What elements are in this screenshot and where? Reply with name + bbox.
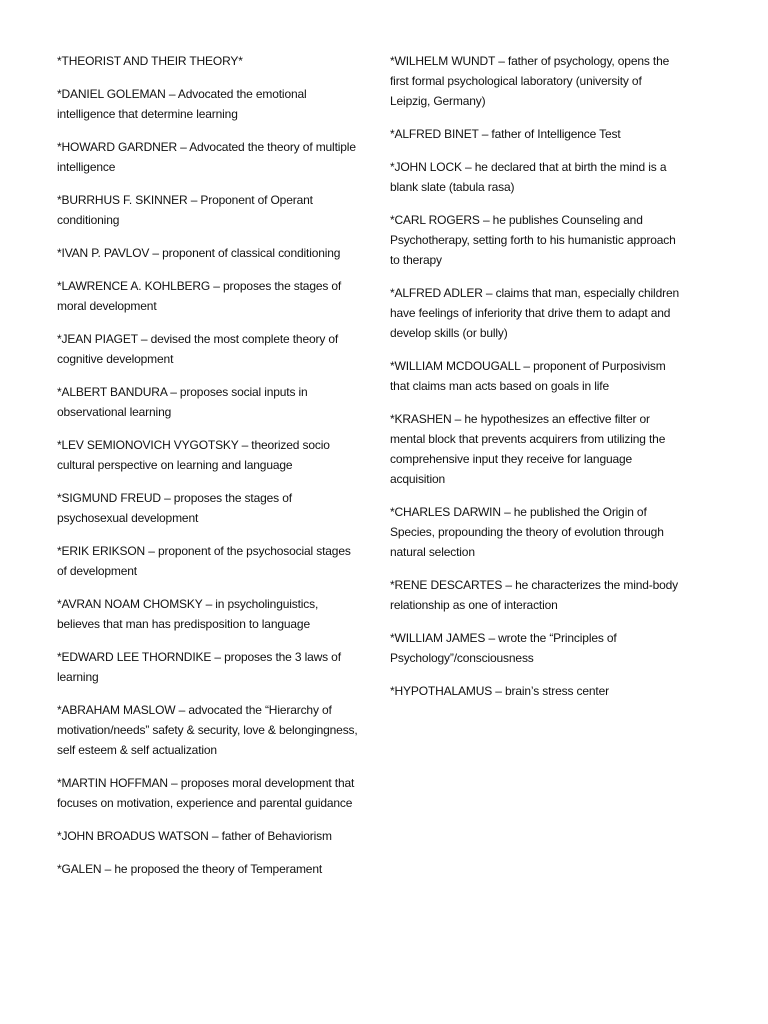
right-entry-list <box>390 51 682 701</box>
theorist-entry: *IVAN P. PAVLOV – proponent of classical conditioning <box>57 246 341 260</box>
theorist-entry: *RENE DESCARTES – he characterizes the mind-body relationship as one of interaction <box>390 578 679 612</box>
theorist-entry: *JOHN BROADUS WATSON – father of Behaviorism <box>57 829 332 843</box>
theorist-entry: *EDWARD LEE THORNDIKE – proposes the 3 laws of learning <box>57 650 341 684</box>
theorist-entry: *GALEN – he proposed the theory of Temperament <box>57 862 323 876</box>
theorist-entry: *LEV SEMIONOVICH VYGOTSKY – theorized socio cultural perspective on learning and language <box>57 438 330 472</box>
theorist-entry: *KRASHEN – he hypothesizes an effective filter or mental block that prevents acquirers from utilizing the comprehensive input they receive for language acquisition <box>390 412 666 486</box>
theorist-entry: *MARTIN HOFFMAN – proposes moral development that focuses on motivation, experience and parental guidance <box>57 776 355 810</box>
theorist-entry: *ALFRED BINET – father of Intelligence Test <box>390 127 621 141</box>
theorist-entry: *BURRHUS F. SKINNER – Proponent of Operant conditioning <box>57 193 313 227</box>
theorist-entry: *WILHELM WUNDT – father of psychology, opens the first formal psychological laboratory (university of Leipzig, Germany) <box>390 54 670 108</box>
left-column <box>57 51 360 892</box>
theorist-entry: *JEAN PIAGET – devised the most complete theory of cognitive development <box>57 332 339 366</box>
theorist-entry: *CARL ROGERS – he publishes Counseling and Psychotherapy, setting forth to his humanistic approach to therapy <box>390 213 676 267</box>
right-column <box>390 51 682 714</box>
theorist-entry: *WILLIAM JAMES – wrote the “Principles of Psychology”/consciousness <box>390 631 617 665</box>
theorist-entry: *SIGMUND FREUD – proposes the stages of psychosexual development <box>57 491 292 525</box>
theorist-entry: *CHARLES DARWIN – he published the Origin of Species, propounding the theory of evolution through natural selection <box>390 505 664 559</box>
document-heading: *THEORIST AND THEIR THEORY* <box>57 54 243 68</box>
theorist-entry: *HYPOTHALAMUS – brain’s stress center <box>390 684 609 698</box>
theorist-entry: *LAWRENCE A. KOHLBERG – proposes the stages of moral development <box>57 279 342 313</box>
theorist-entry: *DANIEL GOLEMAN – Advocated the emotional intelligence that determine learning <box>57 87 307 121</box>
theorist-entry: *ERIK ERIKSON – proponent of the psychosocial stages of development <box>57 544 351 578</box>
theorist-entry: *JOHN LOCK – he declared that at birth the mind is a blank slate (tabula rasa) <box>390 160 667 194</box>
theorist-entry: *HOWARD GARDNER – Advocated the theory of multiple intelligence <box>57 140 356 174</box>
theorist-entry: *ALFRED ADLER – claims that man, especially children have feelings of inferiority that drive them to adapt and develop skills (or bully) <box>390 286 679 340</box>
theorist-entry: *AVRAN NOAM CHOMSKY – in psycholinguistics, believes that man has predisposition to language <box>57 597 319 631</box>
left-entry-list <box>57 84 360 879</box>
theorist-entry: *ALBERT BANDURA – proposes social inputs in observational learning <box>57 385 308 419</box>
theorist-entry: *WILLIAM MCDOUGALL – proponent of Purposivism that claims man acts based on goals in life <box>390 359 666 393</box>
theorist-entry: *ABRAHAM MASLOW – advocated the “Hierarchy of motivation/needs” safety & security, love & belongingness, self esteem & self actualization <box>57 703 358 757</box>
